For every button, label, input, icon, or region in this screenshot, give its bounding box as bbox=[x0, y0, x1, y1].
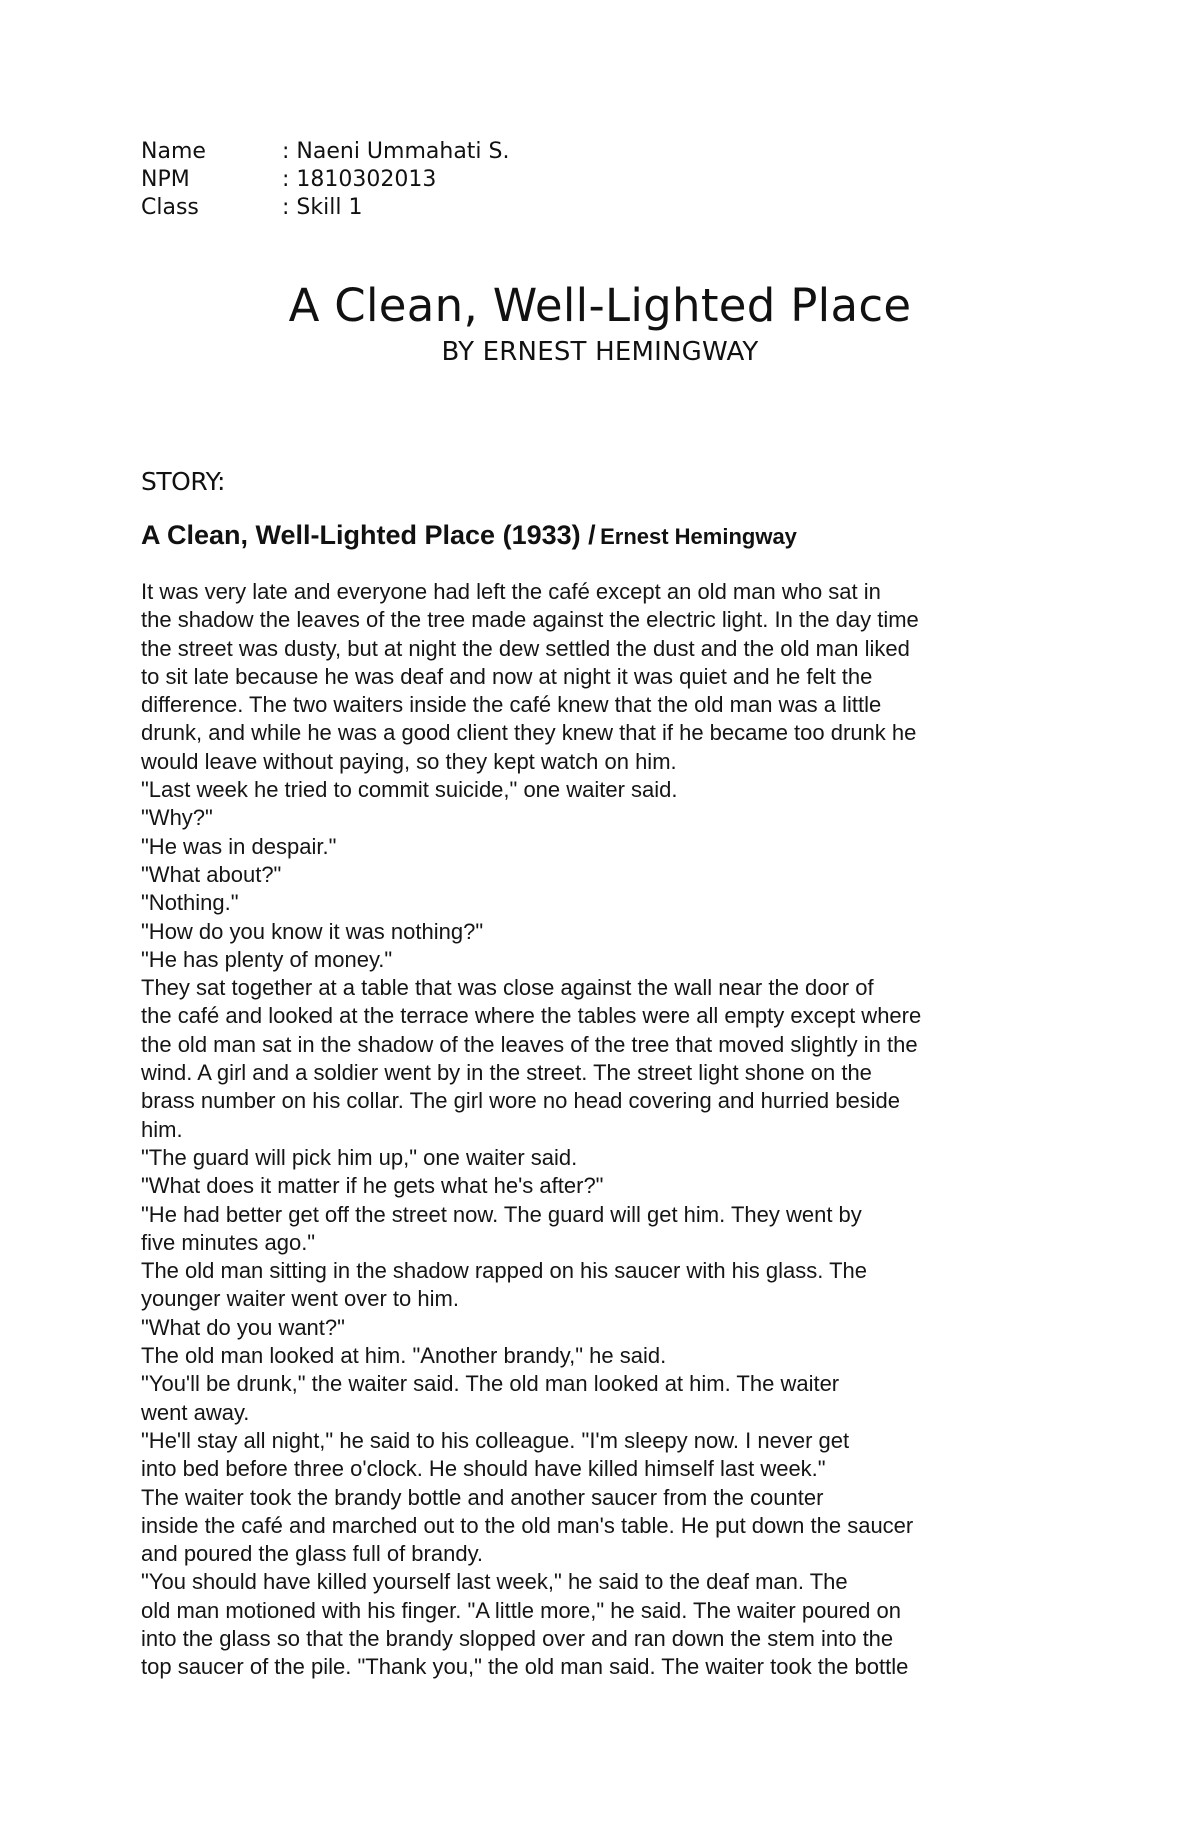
npm-label: NPM bbox=[141, 167, 190, 192]
class-row bbox=[141, 194, 510, 222]
story-line: went away. bbox=[141, 1399, 250, 1425]
story-line: the street was dusty, but at night the dew settled the dust and the old man liked bbox=[141, 635, 910, 661]
story-line: inside the café and marched out to the old man's table. He put down the saucer bbox=[141, 1512, 914, 1538]
story-line: "You'll be drunk," the waiter said. The old man looked at him. The waiter bbox=[141, 1371, 840, 1397]
story-line: "You should have killed yourself last week," he said to the deaf man. The bbox=[141, 1569, 848, 1595]
story-line: the shadow the leaves of the tree made against the electric light. In the day time bbox=[141, 607, 919, 633]
story-line: "Nothing." bbox=[141, 890, 239, 916]
story-line: drunk, and while he was a good client they knew that if he became too drunk he bbox=[141, 720, 917, 746]
story-line: into the glass so that the brandy slopped over and ran down the stem into the bbox=[141, 1625, 894, 1651]
story-line: They sat together at a table that was close against the wall near the door of bbox=[141, 975, 874, 1001]
story-line: "How do you know it was nothing?" bbox=[141, 918, 484, 944]
class-value: : Skill 1 bbox=[282, 195, 363, 220]
story-line: to sit late because he was deaf and now at night it was quiet and he felt the bbox=[141, 663, 873, 689]
story-line: "Why?" bbox=[141, 805, 213, 831]
story-heading bbox=[141, 517, 797, 555]
story-line: him. bbox=[141, 1116, 183, 1142]
title-block bbox=[0, 276, 1200, 368]
story-line: "What do you want?" bbox=[141, 1314, 345, 1340]
class-label: Class bbox=[141, 195, 199, 220]
document-byline: BY ERNEST HEMINGWAY bbox=[441, 337, 759, 367]
story-line: The old man looked at him. "Another brandy," he said. bbox=[141, 1343, 667, 1369]
story-body bbox=[141, 578, 1041, 1682]
story-line: brass number on his collar. The girl wore no head covering and hurried beside bbox=[141, 1088, 901, 1114]
story-line: wind. A girl and a soldier went by in the street. The street light shone on the bbox=[141, 1060, 872, 1086]
name-value: : Naeni Ummahati S. bbox=[282, 139, 510, 164]
story-line: old man motioned with his finger. "A little more," he said. The waiter poured on bbox=[141, 1597, 901, 1623]
story-line: "What does it matter if he gets what he's after?" bbox=[141, 1173, 604, 1199]
story-line: "Last week he tried to commit suicide," one waiter said. bbox=[141, 777, 678, 803]
story-line: "The guard will pick him up," one waiter said. bbox=[141, 1144, 578, 1170]
story-line: into bed before three o'clock. He should have killed himself last week." bbox=[141, 1456, 826, 1482]
story-line: "He was in despair." bbox=[141, 833, 337, 859]
npm-value: : 1810302013 bbox=[282, 167, 437, 192]
story-line: The waiter took the brandy bottle and another saucer from the counter bbox=[141, 1484, 824, 1510]
story-line: "What about?" bbox=[141, 861, 282, 887]
story-line: top saucer of the pile. "Thank you," the old man said. The waiter took the bottle bbox=[141, 1654, 909, 1680]
document-title: A Clean, Well-Lighted Place bbox=[288, 279, 912, 332]
story-label: STORY: bbox=[141, 467, 225, 496]
story-heading-title: A Clean, Well-Lighted Place (1933) / bbox=[141, 520, 596, 550]
npm-row bbox=[141, 166, 510, 194]
story-line: five minutes ago." bbox=[141, 1229, 316, 1255]
name-row bbox=[141, 138, 510, 166]
story-line: would leave without paying, so they kept watch on him. bbox=[141, 748, 677, 774]
name-label: Name bbox=[141, 139, 206, 164]
story-line: and poured the glass full of brandy. bbox=[141, 1541, 484, 1567]
story-line: "He has plenty of money." bbox=[141, 946, 393, 972]
story-line: "He'll stay all night," he said to his colleague. "I'm sleepy now. I never get bbox=[141, 1427, 850, 1453]
story-line: the old man sat in the shadow of the leaves of the tree that moved slightly in the bbox=[141, 1031, 918, 1057]
story-heading-author: Ernest Hemingway bbox=[600, 524, 797, 549]
story-line: The old man sitting in the shadow rapped on his saucer with his glass. The bbox=[141, 1258, 867, 1284]
student-info bbox=[141, 138, 510, 222]
story-line: "He had better get off the street now. The guard will get him. They went by bbox=[141, 1201, 862, 1227]
story-line: the café and looked at the terrace where the tables were all empty except where bbox=[141, 1003, 922, 1029]
story-line: difference. The two waiters inside the café knew that the old man was a little bbox=[141, 692, 882, 718]
story-line: It was very late and everyone had left the café except an old man who sat in bbox=[141, 579, 881, 604]
story-line: younger waiter went over to him. bbox=[141, 1286, 459, 1312]
